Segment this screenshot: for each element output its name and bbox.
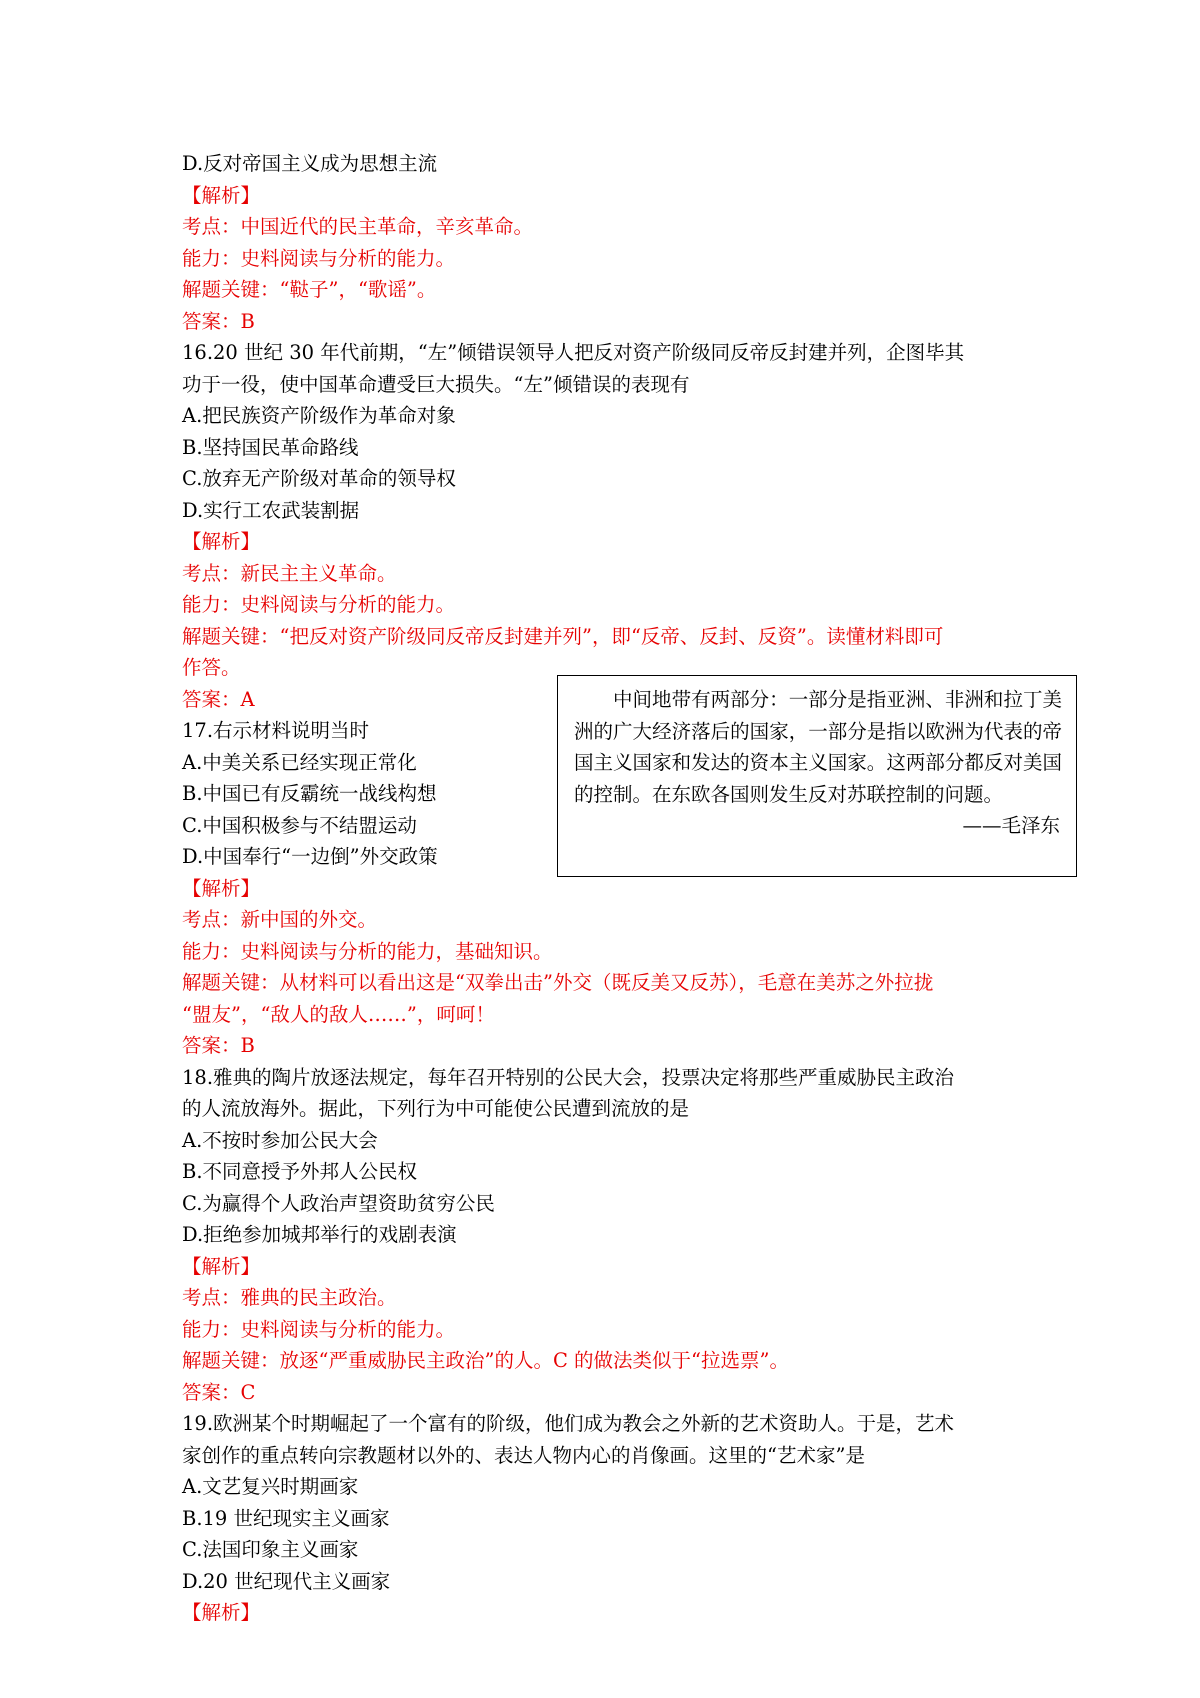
q15-guanjian: 解题关键：“鞑子”，“歌谣”。: [182, 278, 437, 301]
q16-option-a: A.把民族资产阶级作为革命对象: [182, 404, 456, 427]
q15-nengli: 能力：史料阅读与分析的能力。: [182, 246, 456, 270]
q18-option-c: C.为赢得个人政治声望资助贫穷公民: [182, 1191, 495, 1215]
q17-option-c: C.中国积极参与不结盟运动: [182, 813, 417, 837]
q19-analysis-header: 【解析】: [182, 1601, 261, 1624]
q16-option-b: B.坚持国民革命路线: [182, 435, 359, 459]
q18-nengli: 能力：史料阅读与分析的能力。: [182, 1317, 456, 1341]
q16-guanjian-line2: 作答。: [182, 656, 241, 679]
q19-option-b: B.19 世纪现实主义画家: [182, 1506, 390, 1530]
exam-content: [182, 148, 1032, 1629]
q16-analysis-header: 【解析】: [182, 530, 261, 553]
q19-stem-line1: 19.欧洲某个时期崛起了一个富有的阶级，他们成为教会之外新的艺术资助人。于是，艺术: [182, 1412, 955, 1435]
q18-kaodian: 考点：雅典的民主政治。: [182, 1286, 397, 1309]
q17-analysis-header: 【解析】: [182, 876, 261, 900]
q17-option-d: D.中国奉行“一边倒”外交政策: [182, 845, 438, 868]
q19-option-c: C.法国印象主义画家: [182, 1538, 359, 1561]
q19-option-d: D.20 世纪现代主义画家: [182, 1569, 391, 1593]
q17-stem: 17.右示材料说明当时: [182, 719, 370, 742]
q17-option-b: B.中国已有反霸统一战线构想: [182, 782, 437, 805]
q17-kaodian: 考点：新中国的外交。: [182, 908, 378, 931]
q15-answer: 答案：B: [182, 309, 255, 333]
q16-stem-line2: 功于一役，使中国革命遭受巨大损失。“左”倾错误的表现有: [182, 372, 690, 396]
q16-option-d: D.实行工农武装割据: [182, 498, 360, 522]
q19-stem-line2: 家创作的重点转向宗教题材以外的、表达人物内心的肖像画。这里的“艺术家”是: [182, 1443, 865, 1467]
q16-nengli: 能力：史料阅读与分析的能力。: [182, 593, 456, 616]
q17-guanjian-line2: “盟友”，“敌人的敌人……”，呵呵！: [182, 1002, 495, 1026]
q17-nengli: 能力：史料阅读与分析的能力，基础知识。: [182, 939, 553, 963]
q16-stem-line1: 16.20 世纪 30 年代前期，“左”倾错误领导人把反对资产阶级同反帝反封建并列，企图毕其: [182, 341, 965, 364]
q17-guanjian-line1: 解题关键：从材料可以看出这是“双拳出击”外交（既反美又反苏），毛意在美苏之外拉拢: [182, 971, 934, 994]
q19-option-a: A.文艺复兴时期画家: [182, 1475, 359, 1498]
q17-option-a: A.中美关系已经实现正常化: [182, 750, 417, 774]
q17-quote-text: 中间地带有两部分：一部分是指亚洲、非洲和拉丁美洲的广大经济落后的国家，一部分是指以欧洲为代表的帝国主义国家和发达的资本主义国家。这两部分都反对美国的控制。在东欧各国则发生反对苏联控制的问题。: [574, 688, 1062, 806]
q16-kaodian: 考点：新民主主义革命。: [182, 561, 397, 585]
q18-answer: 答案：C: [182, 1380, 256, 1404]
q15-analysis-header: 【解析】: [182, 183, 261, 207]
q18-stem-line1: 18.雅典的陶片放逐法规定，每年召开特别的公民大会，投票决定将那些严重威胁民主政治: [182, 1065, 955, 1089]
q16-option-c: C.放弃无产阶级对革命的领导权: [182, 467, 456, 490]
q16-guanjian-line1: 解题关键：“把反对资产阶级同反帝反封建并列”，即“反帝、反封、反资”。读懂材料即可: [182, 624, 944, 648]
q18-guanjian: 解题关键：放逐“严重威胁民主政治”的人。C 的做法类似于“拉选票”。: [182, 1349, 789, 1372]
q17-quote-signature: ——毛泽东: [962, 814, 1060, 837]
q18-option-d: D.拒绝参加城邦举行的戏剧表演: [182, 1223, 457, 1246]
q18-stem-line2: 的人流放海外。据此，下列行为中可能使公民遭到流放的是: [182, 1097, 690, 1120]
q18-analysis-header: 【解析】: [182, 1254, 261, 1278]
q16-answer: 答案：A: [182, 687, 255, 711]
q18-option-a: A.不按时参加公民大会: [182, 1128, 378, 1152]
q15-option-d: D.反对帝国主义成为思想主流: [182, 152, 438, 175]
q17-answer: 答案：B: [182, 1034, 255, 1057]
q18-option-b: B.不同意授予外邦人公民权: [182, 1160, 418, 1183]
q17-quote-box: [557, 675, 1077, 877]
q15-kaodian: 考点：中国近代的民主革命，辛亥革命。: [182, 215, 534, 238]
